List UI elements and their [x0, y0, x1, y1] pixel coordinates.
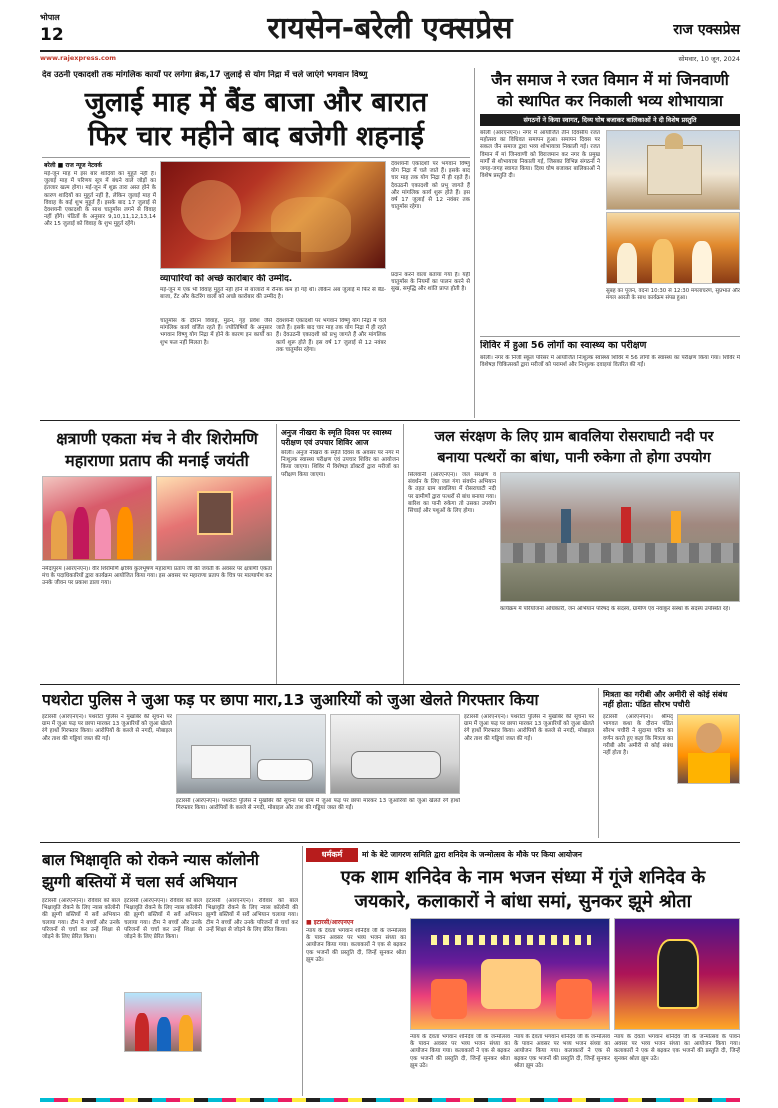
s1-kicker: देव उठनी एकादशी तक मांगलिक कार्यों पर लगेगा ब्रेक,17 जुलाई से योग निद्रा में चले जाएंगे भगवान विष्णु: [42, 70, 368, 79]
s8-body-3: इटारसी (आरएनएन)। रविवार को बाल भिक्षावृति रोकने के लिए न्यास कॉलोनी की झुग्गी बस्तियों में सर्वे अभियान चलाया गया। टीम ने बच्चों और उनके परिजनों से चर्चा कर उन्हें शिक्षा से जोड़ने के लिए प्रेरित किया।: [206, 898, 298, 933]
s3-headline-2: महाराणा प्रताप की मनाई जयंती: [65, 451, 249, 470]
s6-body-continued: इटारसी (आरएनएन)। पथरोटा पुलिस ने मुखबिर की सूचना पर ग्राम में जुआ फड़ पर छापा मारकर 13 जुआरियों को जुआ खेलते रंगे हाथों गिरफ्तार किया। आरोपियों के कब्जे से नगदी, मोबाइल और ताश की गड्डियां जब्त की गईं।: [464, 714, 594, 742]
s5-caption: कार्यक्रम में परियोजना अधिकारी, जन अभियान परिषद के सदस्य, ग्रामीण एवं नवांकुर संस्था के सदस्य उपस्थित रहे।: [500, 606, 731, 612]
s1-column-2: देवशयनी एकादशी पर भगवान विष्णु योग निद्रा में चले जाते हैं। इसके बाद चार माह तक योग निद्रा में ही रहते हैं। देवउठनी एकादशी को प्रभु जागते हैं और मांगलिक कार्य शुरू होते हैं। इस वर्ष 17 जुलाई से 12 नवंबर तक चातुर्मास रहेगा।: [391, 161, 470, 211]
s9-kicker: मां के बेटे जागरण समिति द्वारा शनिदेव के जन्मोत्सव के मौके पर किया आयोजन: [362, 850, 582, 859]
s6-caption: इटारसी (आरएनएन)। पथरोटा पुलिस ने मुखबिर की सूचना पर ग्राम में जुआ फड़ पर छापा मारकर 13 जुआरियों को जुआ खेलते रंगे हाथों गिरफ्तार किया। आरोपियों के कब्जे से नगदी, मोबाइल और ताश की गड्डियां जब्त की गईं।: [176, 798, 460, 812]
wedding-photo: [160, 161, 386, 269]
s9-headline-1: एक शाम शनिदेव के नाम भजन संध्या में गूंजे शनिदेव के: [340, 867, 706, 888]
s6-photo-seized-items: [330, 714, 460, 794]
s8-body: इटारसी (आरएनएन)। रविवार को बाल भिक्षावृति रोकने के लिए न्यास कॉलोनी की झुग्गी बस्तियों में सर्वे अभियान चलाया गया। टीम ने बच्चों और उनके परिजनों से चर्चा कर उन्हें शिक्षा से जोड़ने के लिए प्रेरित किया।: [42, 898, 120, 941]
brand-name: राज एक्सप्रेस: [673, 22, 740, 38]
shanidev-idol-photo: [614, 918, 740, 1030]
s2-headline-1: जैन समाज ने रजत विमान में मां जिनवाणी: [491, 71, 729, 89]
section-tag-dharmakarm: धर्मकर्म: [306, 848, 358, 862]
s2-body: बरेली (आरएनएन)। नगर में आयोजित तीन दिवसीय रजत महोत्सव का विधिवत समापन हुआ। समापन दिवस पर सकल जैन समाज द्वारा भव्य शोभायात्रा निकाली गई। रजत विमान में मां जिनवाणी को विराजमान कर नगर के प्रमुख मार्गों से शोभायात्रा निकाली गई, जिसका विभिन्न संगठनों ने जगह-जगह स्वागत किया। दिव्य घोष बजाकर बालिकाओं ने विशेष प्रस्तुति दी।: [480, 130, 600, 180]
s5-body: सिलवानी (आरएनएन)। जल संरक्षण व संवर्धन के लिए जल गंगा संवर्धन अभियान के तहत ग्राम बावलिया में रोसराघाटी नदी पर ग्रामीणों द्वारा पत्थरों से बांध बनाया गया। बारिश का पानी रुकेगा तो उसका उपयोग सिंचाई और पशुओं के लिए होगा।: [408, 472, 496, 515]
s9-body-4: न्याय के देवता भगवान शनिदेव जी के जन्मोत्सव के पावन अवसर पर भव्य भजन संध्या का आयोजन किया गया। कलाकारों ने एक से बढ़कर एक भजनों की प्रस्तुति दी, जिन्हें सुनकर श्रोता झूम उठे।: [614, 1034, 740, 1062]
masthead-title: रायसेन-बरेली एक्सप्रेस: [267, 11, 513, 46]
s1-photo-caption: व्यापारियों को अच्छे कारोबार की उम्मीद.: [160, 274, 293, 284]
edition-city: भोपाल: [40, 13, 60, 22]
s8-headline-1: बाल भिक्षावृति को रोकने न्यास कॉलोनी: [42, 851, 259, 869]
s2-health-camp-title: शिविर में हुआ 56 लोगों का स्वास्थ्य का परीक्षण: [480, 340, 647, 351]
pandit-photo: [677, 714, 740, 784]
s1-headline-2: फिर चार महीने बाद बजेगी शहनाई: [88, 121, 424, 152]
issue-date: सोमवार, 10 जून, 2024: [678, 55, 740, 63]
s1-byline: बरेली ■ राज न्यूज नेटवर्क: [44, 162, 102, 169]
s3-headline-1: क्षत्राणी एकता मंच ने वीर शिरोमणि: [56, 429, 258, 448]
s2-photo-caption: सुबह का पूजन, वंदना 10:30 से 12:30 मंगलाचरण, सुप्रभात और मंगल आरती के साथ कार्यक्रम संपन्न हुआ।: [606, 288, 740, 302]
s1-column-3: चातुर्मास के दौरान विवाह, मुंडन, गृह प्रवेश जैसे मांगलिक कार्य वर्जित रहते हैं। ज्योतिषियों के अनुसार भगवान विष्णु योग निद्रा में होने के कारण इन कार्यों का शुभ फल नहीं मिलता है।: [160, 318, 272, 346]
s3-photo-group: [42, 476, 152, 561]
bhajan-stage-photo: [410, 918, 610, 1030]
s6-photo-police-station: [176, 714, 326, 794]
masthead-rule: [40, 50, 740, 52]
s2-headline-2: को स्थापित कर निकाली भव्य शोभायात्रा: [497, 92, 723, 110]
s6-body: इटारसी (आरएनएन)। पथरोटा पुलिस ने मुखबिर की सूचना पर ग्राम में जुआ फड़ पर छापा मारकर 13 जुआरियों को जुआ खेलते रंगे हाथों गिरफ्तार किया। आरोपियों के कब्जे से नगदी, मोबाइल और ताश की गड्डियां जब्त की गईं।: [42, 714, 172, 742]
s7-headline: मित्रता का गरीबी और अमीरी से कोई संबंध नहीं होता: पंडित सौरभ पचौरी: [603, 690, 728, 709]
s2-subhead-bar: संगठनों ने किया स्वागत, दिव्य घोष बजाकर बालिकाओं ने दी विशेष प्रस्तुति: [480, 114, 740, 126]
s3-body: नर्मदापुरम (आरएनएन)। वीर शिरोमणि क्षत्रिय कुलभूषण महाराणा प्रताप जी की जयंती के अवसर पर क्षत्राणी एकता मंच के पदाधिकारियों द्वारा कार्यक्रम आयोजित किया गया। इस अवसर पर महाराणा प्रताप के चित्र पर माल्यार्पण कर उनके जीवन पर प्रकाश डाला गया।: [42, 566, 272, 587]
s9-byline: ■ इटारसी/आरएनएन: [306, 919, 354, 926]
s6-headline: पथरोटा पुलिस ने जुआ फड़ पर छापा मारा,13 जुआरियों को जुआ खेलते गिरफ्तार किया: [42, 691, 539, 709]
s5-headline-2: बनाया पत्थरों का बांधा, पानी रुकेगा तो होगा उपयोग: [437, 450, 711, 466]
s1-column-4: देवशयनी एकादशी पर भगवान विष्णु योग निद्रा में चले जाते हैं। इसके बाद चार माह तक योग निद्रा में ही रहते हैं। देवउठनी एकादशी को प्रभु जागते हैं और मांगलिक कार्य शुरू होते हैं। इस वर्ष 17 जुलाई से 12 नवंबर तक चातुर्मास रहेगा।: [276, 318, 386, 353]
s9-body-2: न्याय के देवता भगवान शनिदेव जी के जन्मोत्सव के पावन अवसर पर भव्य भजन संध्या का आयोजन किया गया। कलाकारों ने एक से बढ़कर एक भजनों की प्रस्तुति दी, जिन्हें सुनकर श्रोता झूम उठे।: [410, 1034, 510, 1069]
s2-health-camp-body: बरेली। नगर के निजी स्कूल परिसर में आयोजित निःशुल्क स्वास्थ्य शिविर में 56 लोगों के स्वास्थ्य का परीक्षण किया गया। शिविर में विशेषज्ञ चिकित्सकों द्वारा मरीजों को परामर्श और निःशुल्क दवाइयां वितरित की गईं।: [480, 355, 740, 369]
s4-headline: अनुज नीखरा के स्मृति दिवस पर स्वास्थ्य परीक्षण एवं उपचार शिविर आज: [281, 428, 392, 447]
s1-column-5: प्रदान करने वाला बताया गया है। यही चातुर्मास के नियमों का पालन करने से सुख, समृद्धि और शांति प्राप्त होती है।: [391, 272, 470, 293]
s9-body: न्याय के देवता भगवान शनिदेव जी के जन्मोत्सव के पावन अवसर पर भव्य भजन संध्या का आयोजन किया गया। कलाकारों ने एक से बढ़कर एक भजनों की प्रस्तुति दी, जिन्हें सुनकर श्रोता झूम उठे।: [306, 928, 406, 963]
print-color-bar: [40, 1098, 740, 1102]
s1-headline-1: जुलाई माह में बैंड बाजा और बारात: [84, 87, 428, 118]
website-link[interactable]: www.rajexpress.com: [40, 54, 117, 62]
s7-body: इटारसी (आरएनएन)। श्रीमद् भागवत कथा के दौरान पंडित सौरभ पचौरी ने सुदामा चरित्र का वर्णन करते हुए कहा कि मित्रता का गरीबी और अमीरी से कोई संबंध नहीं होता है।: [603, 714, 673, 757]
s1-caption-body: मई-जून में एक भी विवाह मुहूर्त नहीं होने से बाजारों में रौनक कम हो गई थी। लेकिन अब जुलाई में फिर से बैंड-बाजा, टेंट और केटरिंग वालों को अच्छे कारोबार की उम्मीद है।: [160, 287, 386, 301]
s3-photo-portrait: [156, 476, 272, 561]
jain-procession-photo: [606, 212, 740, 284]
s4-body: बरेली। अनुज नीखरा के स्मृति दिवस के अवसर पर नगर में निःशुल्क स्वास्थ्य परीक्षण एवं उपचार शिविर का आयोजन किया जाएगा। शिविर में विशेषज्ञ डॉक्टरों द्वारा मरीजों का परीक्षण किया जाएगा।: [281, 450, 399, 478]
s8-photo-survey: [124, 992, 202, 1052]
jain-temple-photo: [606, 130, 740, 210]
page-number: 12: [40, 25, 64, 45]
s1-column-1: मई-जून माह में इस बार शादियों का मुहूर्त नहीं है। जुलाई माह में परिणय सूत्र में बंधने वाले जोड़ों का इंतजार खत्म होगा। मई-जून में शुक्र तारा अस्त होने के कारण शादियों का मुहूर्त नहीं है, लेकिन जुलाई माह में विवाह के कई शुभ मुहूर्त हैं। इसके बाद 17 जुलाई से देवशयनी एकादशी के साथ चातुर्मास लगने से विवाह नहीं होंगे। पंडितों के अनुसार 9,10,11,12,13,14 और 15 जुलाई को विवाह के शुभ मुहूर्त रहेंगे।: [44, 171, 156, 228]
s8-headline-2: झुग्गी बस्तियों में चला सर्व अभियान: [42, 873, 238, 891]
s9-headline-2: जयकारे, कलाकारों ने बांधा समां, सुनकर झूमे श्रोता: [354, 891, 692, 912]
s8-body-2: इटारसी (आरएनएन)। रविवार को बाल भिक्षावृति रोकने के लिए न्यास कॉलोनी की झुग्गी बस्तियों में सर्वे अभियान चलाया गया। टीम ने बच्चों और उनके परिजनों से चर्चा कर उन्हें शिक्षा से जोड़ने के लिए प्रेरित किया।: [124, 898, 202, 941]
s9-body-3: न्याय के देवता भगवान शनिदेव जी के जन्मोत्सव के पावन अवसर पर भव्य भजन संध्या का आयोजन किया गया। कलाकारों ने एक से बढ़कर एक भजनों की प्रस्तुति दी, जिन्हें सुनकर श्रोता झूम उठे।: [514, 1034, 610, 1069]
s5-headline-1: जल संरक्षण के लिए ग्राम बावलिया रोसराघाटी नदी पर: [434, 429, 714, 445]
stone-dam-photo: [500, 472, 740, 602]
